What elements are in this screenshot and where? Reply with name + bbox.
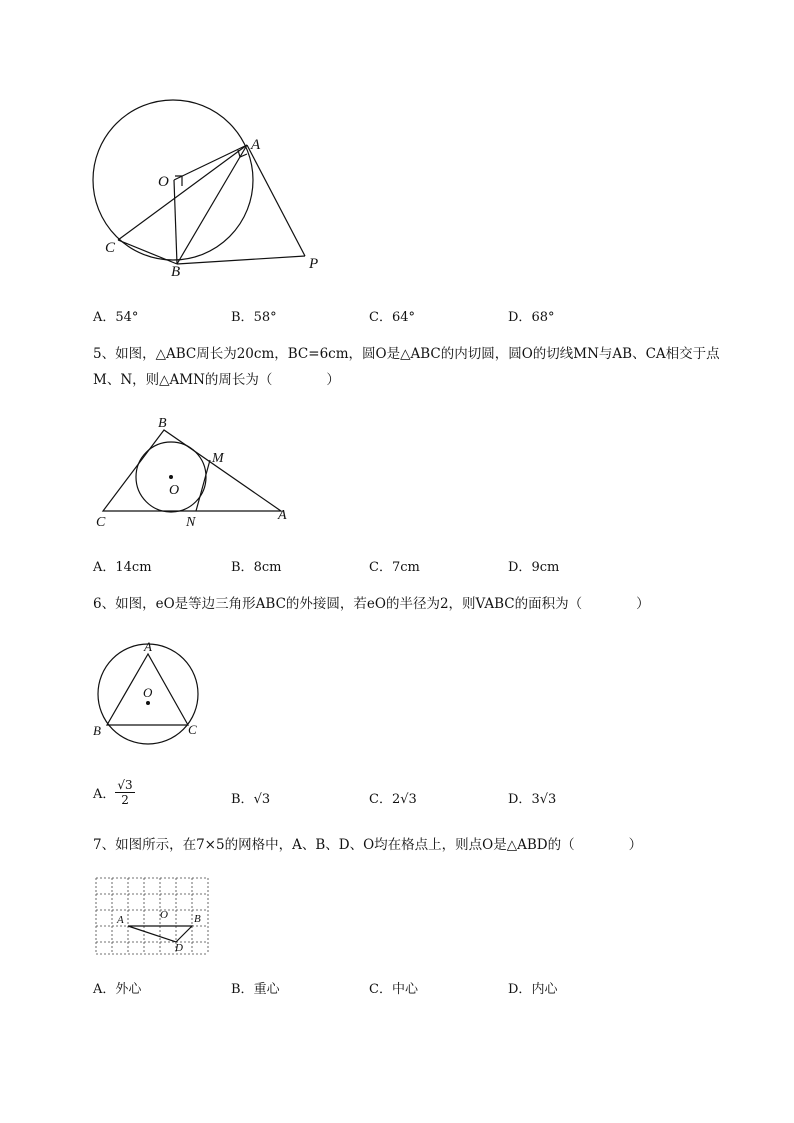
q6-option-a[interactable]: A． $\frac{√3}{2}$ — [93, 778, 133, 807]
label-B: B — [171, 264, 181, 280]
label-O: O — [169, 483, 180, 498]
label-O: O — [158, 174, 169, 190]
q5-text-line1: 5、如图，△ABC周长为20cm，BC=6cm，圆O是△ABC的内切圆，圆O的切线MN与AB、CA相交于点 — [93, 346, 720, 362]
label-A: A — [251, 137, 261, 153]
label-A: A — [117, 914, 124, 926]
label-B: B — [158, 416, 167, 431]
label-A: A — [144, 639, 152, 654]
q5-option-d[interactable]: D．9cm — [508, 560, 560, 575]
figure-grid — [92, 874, 212, 958]
q6-text-line1: 6、如图，eO是等边三角形ABC的外接圆，若eO的半径为2，则VABC的面积为（ ） — [93, 596, 650, 612]
label-C: C — [188, 722, 197, 737]
q4-option-a[interactable]: A．54° — [93, 310, 139, 325]
q6-option-d[interactable]: D．3√3 — [508, 792, 557, 807]
label-B: B — [93, 723, 101, 738]
label-D: D — [175, 942, 183, 954]
q5-option-c[interactable]: C．7cm — [369, 560, 420, 575]
q5-option-b[interactable]: B．8cm — [231, 560, 282, 575]
q5-option-a[interactable]: A．14cm — [93, 560, 152, 575]
q7-option-d[interactable]: D．内心 — [508, 982, 558, 997]
q4-option-d[interactable]: D．68° — [508, 310, 555, 325]
figure-incircle — [90, 410, 300, 535]
q5-text-line2: M、N，则△AMN的周长为（ ） — [93, 372, 340, 388]
q4-option-b[interactable]: B．58° — [231, 310, 277, 325]
q6-option-b[interactable]: B．√3 — [231, 792, 271, 807]
label-B: B — [194, 913, 201, 925]
figure-circumcircle — [88, 636, 208, 752]
label-A: A — [278, 508, 287, 523]
label-C: C — [96, 515, 106, 530]
q4-option-c[interactable]: C．64° — [369, 310, 415, 325]
q7-option-a[interactable]: A．外心 — [93, 982, 142, 997]
label-O: O — [160, 909, 168, 921]
label-P: P — [309, 256, 319, 272]
label-O: O — [143, 685, 153, 700]
q7-option-c[interactable]: C．中心 — [369, 982, 418, 997]
q6-option-c[interactable]: C．2√3 — [369, 792, 417, 807]
label-C: C — [105, 240, 116, 256]
label-M: M — [212, 451, 224, 466]
q7-option-b[interactable]: B．重心 — [231, 982, 280, 997]
label-N: N — [186, 515, 196, 530]
q7-text-line1: 7、如图所示，在7×5的网格中，A、B、D、O均在格点上，则点O是△ABD的（ ） — [93, 837, 643, 853]
figure-circle-tangent — [80, 88, 340, 288]
